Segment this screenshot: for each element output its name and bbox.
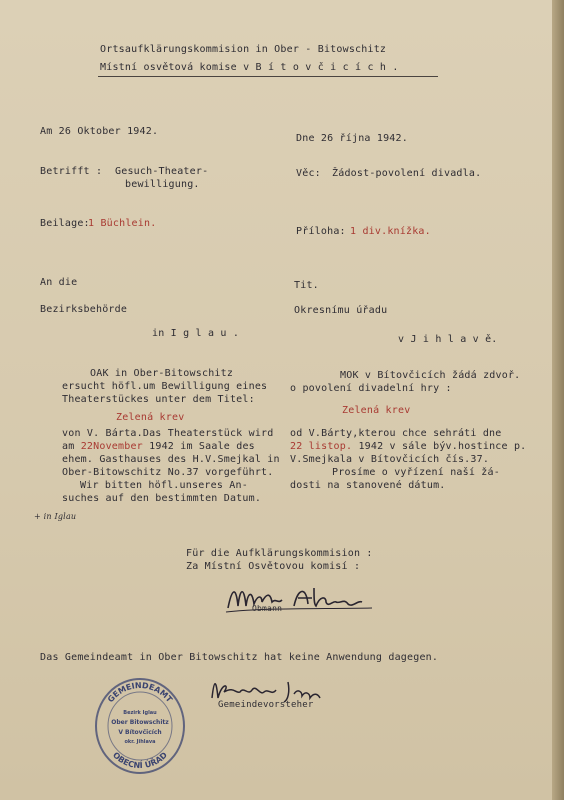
right-body-4a: 22 listop. (290, 441, 353, 452)
beilage-label: Beilage: (40, 218, 90, 229)
header-line-2: Místní osvětová komise v B í t o v č i c í c h . (100, 62, 399, 73)
left-body-3: Theaterstückes unter dem Titel: (62, 394, 255, 405)
obmann-signature (222, 578, 382, 618)
beilage-value: 1 Büchlein. (88, 218, 157, 229)
right-play-title: Zelená krev (342, 405, 411, 416)
signature-line-2: Za Místní Osvětovou komisí : (186, 561, 361, 572)
obmann-label: Obmann (252, 604, 283, 613)
an-die: An die (40, 277, 78, 288)
stamp-line-1: Bezirk Iglau (123, 710, 157, 716)
right-body-1: MOK v Bítovčicích žádá zdvoř. (340, 370, 521, 381)
left-body-7: Ober-Bitowschitz No.37 vorgeführt. (62, 467, 274, 478)
left-body-6: ehem. Gasthauses des H.V.Smejkal in (62, 454, 280, 465)
betrifft-line-2: bewilligung. (125, 179, 200, 190)
left-body-1: OAK in Ober-Bitowschitz (90, 368, 234, 379)
betrifft-line-1: Gesuch-Theater- (115, 166, 209, 177)
header-underline (98, 76, 438, 77)
left-body-8: Wir bitten höfl.unseres An- (80, 480, 248, 491)
page-edge (552, 0, 564, 800)
right-body-4b: 1942 v sále býv.hostince p. (358, 441, 527, 452)
betrifft-label: Betrifft : (40, 166, 103, 177)
footer-statement: Das Gemeindeamt in Ober Bitowschitz hat keine Anwendung dagegen. (40, 652, 439, 663)
stamp-line-2: Ober Bitowschitz (111, 719, 169, 726)
left-body-5 (62, 441, 255, 452)
priloha-value: 1 div.knížka. (350, 226, 431, 237)
left-body-4: von V. Bárta.Das Theaterstück wird (62, 428, 274, 439)
stamp-line-4: okr. Jihlava (124, 739, 156, 745)
right-date: Dne 26 října 1942. (296, 133, 408, 144)
left-body-5a: am (62, 441, 75, 452)
priloha-label: Příloha: (296, 226, 346, 237)
vorsteher-label: Gemeindevorsteher (218, 700, 314, 710)
header-line-1: Ortsaufklärungskommision in Ober - Bitowschitz (100, 44, 387, 55)
stamp-top-text: GEMEINDEAMT (105, 680, 175, 705)
left-body-5b: 22November (80, 441, 143, 452)
left-body-2: ersucht höfl.um Bewilligung eines (62, 381, 268, 392)
left-place: in I g l a u . (152, 328, 240, 339)
left-body-9: suches auf den bestimmten Datum. (62, 493, 262, 504)
left-body-5c: 1942 im Saale des (149, 441, 255, 452)
right-recipient: Okresnímu úřadu (294, 305, 388, 316)
right-place: v J i h l a v ě. (398, 334, 498, 345)
left-play-title: Zelená krev (116, 412, 185, 423)
handwritten-note: + in Iglau (34, 512, 77, 521)
left-date: Am 26 Oktober 1942. (40, 126, 159, 137)
vec-label: Věc: (296, 168, 321, 179)
left-recipient: Bezirksbehörde (40, 304, 128, 315)
vec-value: Žádost-povolení divadla. (332, 168, 482, 179)
tit: Tit. (294, 280, 319, 291)
right-body-5: V.Smejkala v Bítovčicích čís.37. (290, 454, 490, 465)
right-body-3: od V.Bárty,kterou chce sehráti dne (290, 428, 502, 439)
stamp-line-3: V Bítovčicích (118, 729, 162, 736)
right-body-4 (290, 441, 526, 452)
municipal-stamp (92, 676, 188, 776)
right-body-2: o povolení divadelní hry : (290, 383, 452, 394)
stamp-bottom-text: OBECNÍ ÚŘAD (110, 750, 170, 771)
right-body-6: Prosíme o vyřízení naší žá- (332, 467, 500, 478)
right-body-7: dosti na stanovené dátum. (290, 480, 446, 491)
signature-line-1: Für die Aufklärungskommision : (186, 548, 373, 559)
